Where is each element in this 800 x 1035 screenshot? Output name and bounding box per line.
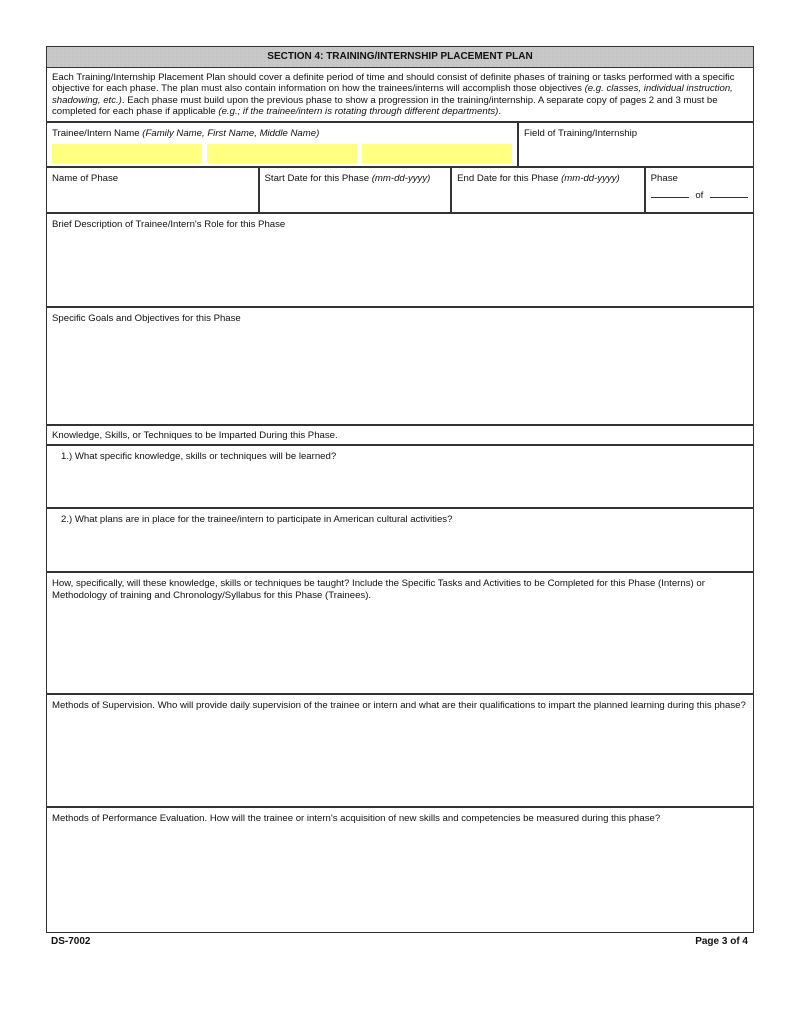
start-date-hint: (mm-dd-yyyy) <box>371 173 431 184</box>
phase-current-input[interactable] <box>651 196 689 198</box>
start-date-cell[interactable] <box>260 168 453 212</box>
goals-label: Specific Goals and Objectives for this Phase <box>52 313 241 324</box>
evaluation-field[interactable] <box>47 808 753 932</box>
ksa-label: Knowledge, Skills, or Techniques to be Imparted During this Phase. <box>52 430 338 441</box>
intro-text: Each Training/Internship Placement Plan should cover a definite period of time and should consist of definite phases of training or tasks performed with a specific objective for each phase. The plan must also contain information on how the trainees/interns will accomplish those objectives <box>52 72 735 95</box>
field-of-training-label: Field of Training/Internship <box>524 128 638 139</box>
end-date-hint: (mm-dd-yyyy) <box>561 173 620 184</box>
teaching-method-field[interactable] <box>47 573 753 695</box>
supervision-label: Methods of Supervision. Who will provide daily supervision of the trainee or intern and what are their qualifications to impart the planned learning during this phase? <box>52 700 746 711</box>
phase-cell <box>646 168 753 212</box>
form-id: DS-7002 <box>51 936 91 947</box>
section-title: SECTION 4: TRAINING/INTERNSHIP PLACEMENT PLAN <box>47 47 753 68</box>
family-name-input[interactable] <box>52 144 202 163</box>
trainee-name-label: Trainee/Intern Name <box>52 128 143 139</box>
intro-example: (e.g. classes, individual instruction, shadowing, etc.) <box>52 83 733 106</box>
start-date-label: Start Date for this Phase <box>264 173 372 184</box>
supervision-field[interactable] <box>47 695 753 808</box>
phase-name-label: Name of Phase <box>52 173 119 184</box>
phase-row <box>47 168 753 214</box>
trainee-name-cell <box>47 123 519 166</box>
section-intro <box>47 68 753 123</box>
role-description-field[interactable] <box>47 214 753 308</box>
placement-plan-form <box>46 46 754 933</box>
cultural-activities-field[interactable] <box>47 509 753 573</box>
page-number: Page 3 of 4 <box>695 936 748 947</box>
taught-label: How, specifically, will these knowledge, skills or techniques be taught? Include the Specific Tasks and Activities to be Completed for this Phase (Interns) or Methodology of training and Chronology/Syllabus for this Phase (Trainees). <box>52 578 705 601</box>
end-date-cell[interactable] <box>452 168 646 212</box>
role-label: Brief Description of Trainee/Intern's Role for this Phase <box>52 219 286 230</box>
knowledge-learned-field[interactable] <box>47 446 753 509</box>
phase-name-cell[interactable] <box>47 168 260 212</box>
name-row <box>47 123 753 168</box>
field-of-training-cell[interactable] <box>519 123 753 166</box>
trainee-name-hint: (Family Name, First Name, Middle Name) <box>142 128 320 139</box>
phase-of-label: of <box>695 190 704 201</box>
ksa-heading <box>47 426 753 446</box>
phase-total-input[interactable] <box>710 196 748 198</box>
intro-example: (e.g.; if the trainee/intern is rotating through different departments) <box>218 106 499 118</box>
evaluation-label: Methods of Performance Evaluation. How will the trainee or intern's acquisition of new skills and competencies be measured during this phase? <box>52 813 661 824</box>
q1-label: 1.) What specific knowledge, skills or techniques will be learned? <box>61 451 337 462</box>
end-date-label: End Date for this Phase <box>457 173 562 184</box>
first-name-input[interactable] <box>207 144 357 163</box>
phase-label: Phase <box>650 173 678 184</box>
intro-text: . Each phase must build upon the previous phase to show a progression in the training/internship. A separate copy of pages 2 and 3 must be completed for each phase if applicable <box>52 94 718 118</box>
q2-label: 2.) What plans are in place for the trainee/intern to participate in American cultural activities? <box>61 514 453 525</box>
intro-text: . <box>498 106 502 118</box>
goals-field[interactable] <box>47 308 753 426</box>
middle-name-input[interactable] <box>362 144 512 163</box>
